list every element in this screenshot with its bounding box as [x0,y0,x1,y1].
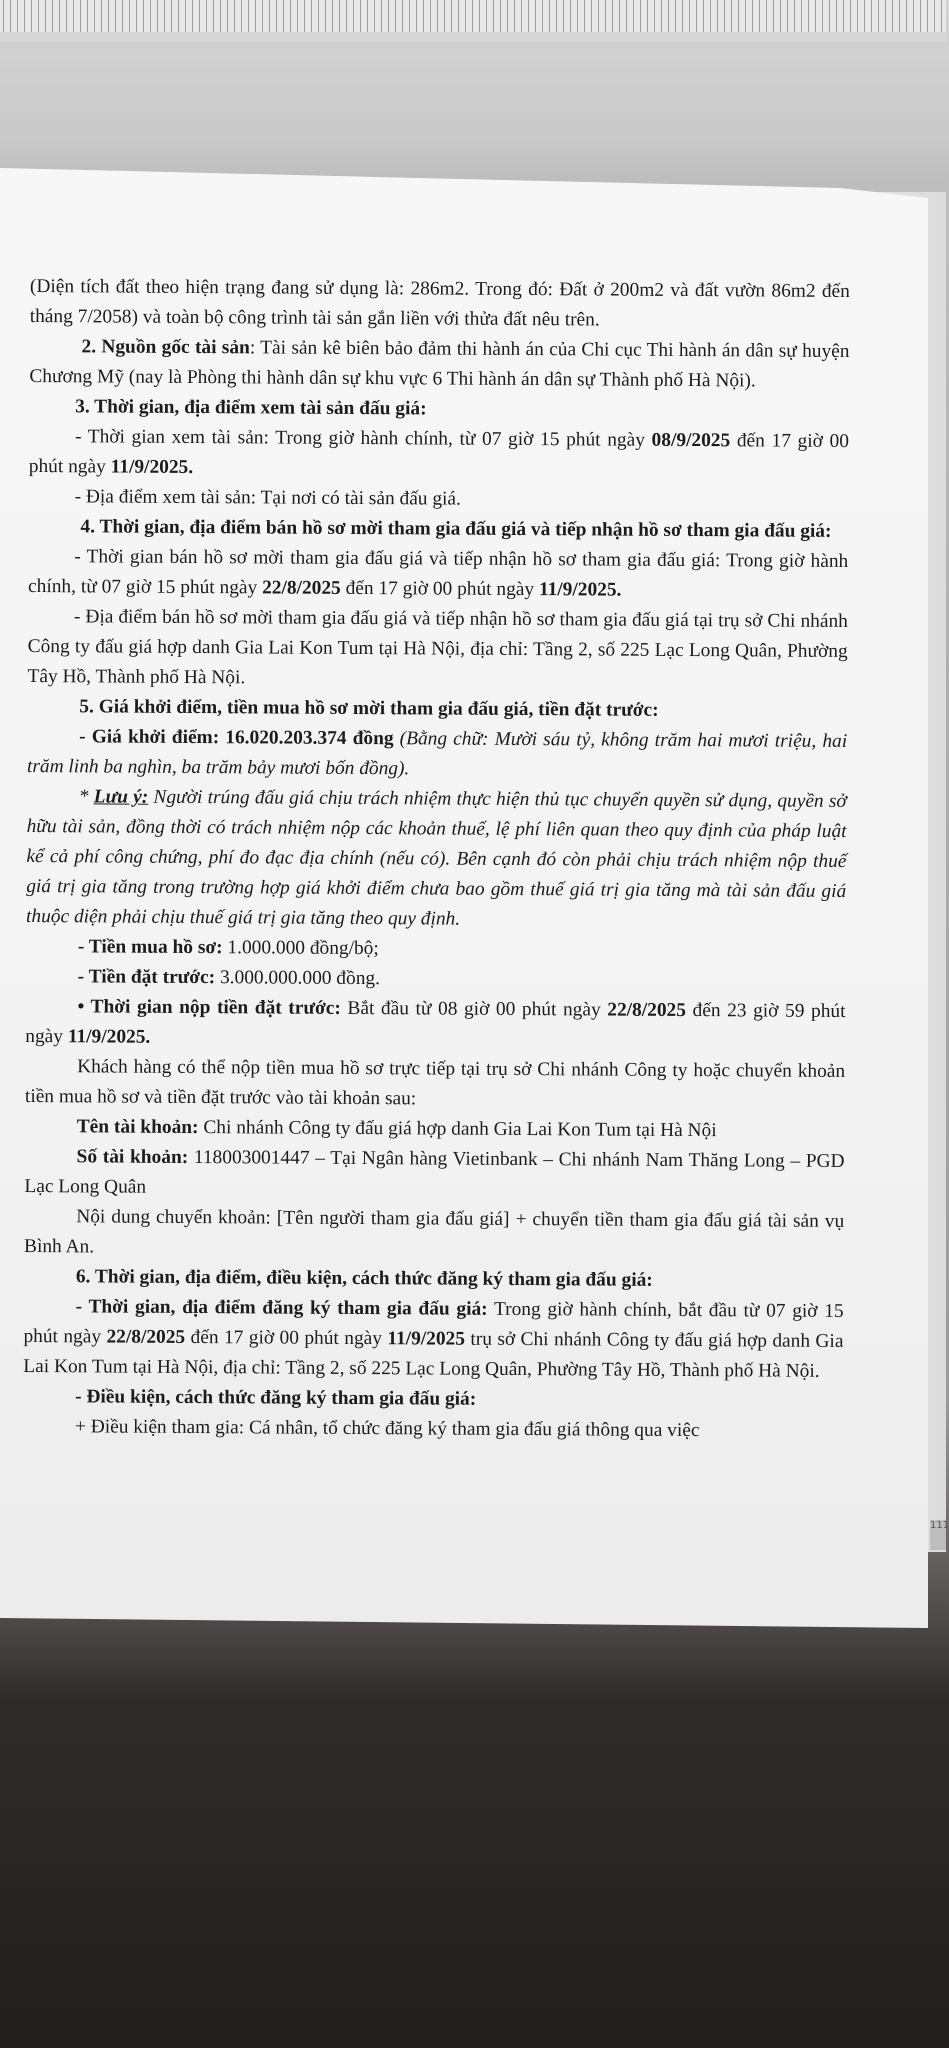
account-number-value: 118003001447 – Tại Ngân hàng Vietinbank – Chi nhánh Nam Thăng Long – PGD Lạc Long Quân [24,1146,845,1198]
deposit-date-start: 22/8/2025 [607,999,687,1022]
registration-date-start: 22/8/2025 [106,1326,186,1348]
section-2-heading: 2. Nguồn gốc tài sản [81,336,250,359]
starting-price-words: (Bằng chữ: Mười sáu tỷ, không trăm hai mươi triệu, hai trăm linh ba nghìn, ba trăm bảy mươi bốn đồng). [26,728,848,780]
section-5-account-name [25,1112,845,1147]
paragraph-land-area: (Diện tích đất theo hiện trạng đang sử dụng là: 286m2. Trong đó: Đất ở 200m2 và đất vườn 86m2 đến tháng 7/2058) và toàn bộ công trình tài sản gắn liền với thửa đất nêu trên. [29,275,850,331]
section-6-time [23,1292,844,1387]
section-5-fee [26,932,846,967]
section-3-date-start: 08/9/2025 [651,429,731,452]
section-3-time [29,422,849,487]
deposit-time-label: • Thời gian nộp tiền đặt trước: [77,996,341,1019]
deposit-value: 3.000.000.000 đồng. [215,967,381,990]
binder-shadow [0,32,946,42]
section-4-time-text: - Thời gian bán hồ sơ mời tham gia đấu giá và tiếp nhận hồ sơ tham gia đấu giá: Trong giờ hành chính, từ 07 giờ 15 phút ngày [28,546,849,599]
section-5-deposit [26,962,846,997]
section-4-heading: 4. Thời gian, địa điểm bán hồ sơ mời tham gia đấu giá và tiếp nhận hồ sơ tham gia đấu giá: [80,516,832,542]
registration-time-mid: đến 17 giờ 00 phút ngày [185,1326,388,1350]
registration-time-text: Trong giờ hành chính, bắt đầu từ 07 giờ 15 phút ngày [23,1298,844,1348]
note-star: * [78,786,94,808]
section-2-origin [29,332,849,397]
section-3-time-mid: đến 17 giờ 00 phút ngày [28,430,850,478]
section-6-conditions-text: + Điều kiện tham gia: Cá nhân, tổ chức đăng ký tham gia đấu giá thông qua việc [74,1416,700,1442]
deposit-time-mid: đến 23 giờ 59 phút ngày [25,1000,846,1048]
account-number-label: Số tài khoản: [76,1146,189,1168]
binder-strip [0,0,946,34]
document-body [23,272,850,1447]
section-4-place: - Địa điểm bán hồ sơ mời tham gia đấu giá và tiếp nhận hồ sơ tham gia đấu giá tại trụ sở Chi nhánh Công ty đấu giá hợp danh Gia Lai Kon Tum tại Hà Nội, địa chỉ: Tầng 2, số 225 Lạc Long Quân, Phường Tây Hồ, Thành phố Hà Nội. [27,606,848,689]
account-name-label: Tên tài khoản: [76,1116,199,1139]
section-4-date-start: 22/8/2025 [262,577,341,599]
section-3-heading: 3. Thời gian, địa điểm xem tài sản đấu giá: [75,396,427,420]
registration-date-end: 11/9/2025 [387,1328,466,1350]
section-5-payment: Khách hàng có thể nộp tiền mua hồ sơ trực tiếp tại trụ sở Chi nhánh Công ty hoặc chuyển khoản tiền mua hồ sơ và tiền đặt trước vào tài khoản sau: [24,1056,846,1110]
section-5-price [27,722,847,787]
section-6-heading: 6. Thời gian, địa điểm, điều kiện, cách thức đăng ký tham gia đấu giá: [75,1266,653,1291]
section-5-account-number [24,1142,844,1207]
section-4-time-mid: đến 17 giờ 00 phút ngày [340,577,540,601]
section-2-text: : Tài sản kê biên bảo đảm thi hành án của Chi cục Thi hành án dân sự huyện Chương Mỹ (nay là Phòng thi hành dân sự khu vực 6 Thi hành án dân sự Thành phố Hà Nội). [29,337,850,392]
fee-value: 1.000.000 đồng/bộ; [222,937,379,960]
section-5-deposit-time [25,992,845,1057]
note-label: Lưu ý: [93,786,149,808]
section-6-conditions-heading: - Điều kiện, cách thức đăng ký tham gia đấu giá: [75,1386,477,1410]
registration-time-label: - Thời gian, địa điểm đăng ký tham gia đấu giá: [75,1296,488,1320]
section-3-time-text: - Thời gian xem tài sản: Trong giờ hành chính, từ 07 giờ 15 phút ngày [74,426,652,451]
fee-label: - Tiền mua hồ sơ: [77,936,223,959]
section-5-transfer-content: Nội dung chuyển khoản: [Tên người tham gia đấu giá] + chuyển tiền tham gia đấu giá tài sản vụ Bình An. [23,1206,845,1258]
note-text: Người trúng đấu giá chịu trách nhiệm thực hiện thủ tục chuyển quyền sử dụng, quyền sở hữu tài sản, đồng thời có trách nhiệm nộp các khoản thuế, lệ phí liên quan theo quy định của pháp luật kể cả phí công chứng, phí đo đạc địa chính (nếu có). Bên cạnh đó còn phải chịu trách nhiệm nộp thuế giá trị gia tăng trong trường hợp giá khởi điểm chưa bao gồm thuế giá trị gia tăng mà tài sản đấu giá thuộc diện phải chịu thuế giá trị gia tăng theo quy định. [25,786,847,930]
section-4-date-end: 11/9/2025. [538,579,622,601]
deposit-label: - Tiền đặt trước: [77,966,216,989]
section-3-place: - Địa điểm xem tài sản: Tại nơi có tài sản đấu giá. [74,486,461,510]
section-3-date-end: 11/9/2025. [110,456,194,478]
section-5-heading: 5. Giá khởi điểm, tiền mua hồ sơ mời tham gia đấu giá, tiền đặt trước: [79,696,659,721]
account-name-value: Chi nhánh Công ty đấu giá hợp danh Gia Lai Kon Tum tại Hà Nội [198,1117,717,1142]
section-5-note [26,782,847,937]
section-4-time [28,542,848,607]
deposit-time-text: Bắt đầu từ 08 giờ 00 phút ngày [340,997,608,1021]
page-edge-label: 111 [930,1520,946,1550]
deposit-date-end: 11/9/2025. [67,1026,151,1048]
registration-place: trụ sở Chi nhánh Công ty đấu giá hợp danh Gia Lai Kon Tum tại Hà Nội, địa chỉ: Tầng 2, số 225 Lạc Long Quân, Phường Tây Hồ, Thành phố Hà Nội. [23,1328,844,1382]
starting-price: - Giá khởi điểm: 16.020.203.374 đồng [79,726,394,750]
